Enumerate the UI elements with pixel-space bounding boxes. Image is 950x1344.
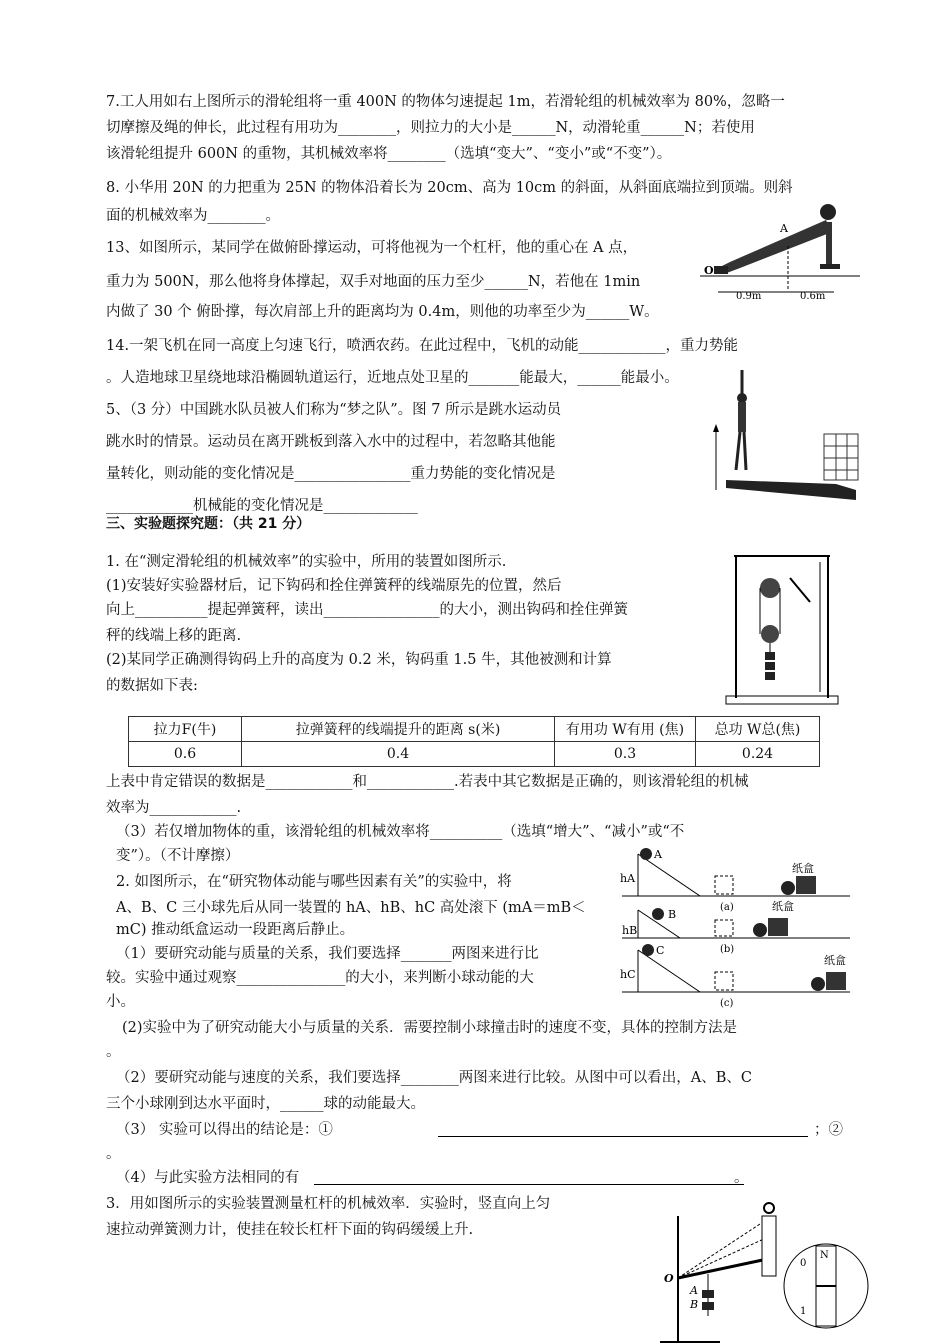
- exp1-line7: 上表中肯定错误的数据是____________和____________.若表中其它数据是正确的，则该滑轮组的机械: [106, 774, 749, 790]
- q5-line3: 量转化，则动能的变化情况是________________重力势能的变化情况是: [106, 466, 556, 482]
- fig-label-O: O: [704, 264, 714, 277]
- q8-line1: 8. 小华用 20N 的力把重为 25N 的物体沿着长为 20cm、高为 10cm 的斜面，从斜面底端拉到顶端。则斜: [106, 180, 793, 196]
- exp2-line4: （1）要研究动能与质量的关系，我们要选择_______两图来进行比: [116, 946, 539, 962]
- exp1-line1: 1. 在“测定滑轮组的机械效率”的实验中，所用的装置如图所示.: [106, 554, 507, 570]
- exp1-line5: (2)某同学正确测得钩码上升的高度为 0.2 米，钩码重 1.5 牛，其他被测和计算: [106, 652, 612, 668]
- scale-label-N: N: [820, 1250, 829, 1261]
- exp2-line6: 小。: [106, 994, 135, 1010]
- exp1-line3: 向上__________提起弹簧秤，读出________________的大小，测出钩码和拴住弹簧: [106, 602, 628, 618]
- exp3-line1: 3．用如图所示的实验装置测量杠杆的机械效率．实验时，竖直向上匀: [106, 1196, 551, 1212]
- q5-line4: ____________机械能的变化情况是_____________: [106, 498, 418, 514]
- table-header: 总功 W总(焦): [696, 717, 820, 742]
- answer-blank-1[interactable]: [438, 1136, 808, 1137]
- table-header: 拉力F(牛): [129, 717, 242, 742]
- answer-blank-2[interactable]: [314, 1184, 744, 1185]
- exp2-line11: （3） 实验可以得出的结论是：①: [116, 1122, 333, 1138]
- exp2-line5: 较。实验中通过观察_______________的大小，来判断小球动能的大: [106, 970, 534, 986]
- height-label-hA: hA: [620, 872, 636, 885]
- q5-line2: 跳水时的情景。运动员在离开跳板到落入水中的过程中，若忽略其他能: [106, 434, 556, 450]
- fig-distance-2: 0.6m: [800, 291, 826, 302]
- exp2-line1: 2. 如图所示，在“研究物体动能与哪些因素有关”的实验中，将: [116, 874, 512, 890]
- ball-label-C: C: [656, 944, 665, 957]
- fig-label-O: O: [664, 1272, 674, 1285]
- table-cell: 0.3: [555, 742, 696, 767]
- q7-line2: 切摩擦及绳的伸长，此过程有用功为________，则拉力的大小是______N，动滑轮重______N；若使用: [106, 120, 755, 136]
- fig-label-b: (b): [720, 944, 735, 955]
- q8-line2: 面的机械效率为________。: [106, 208, 280, 224]
- exp2-line13: （4）与此实验方法相同的有: [116, 1170, 300, 1186]
- incline-figure: [620, 846, 854, 1028]
- box-label: 纸盒: [792, 862, 814, 875]
- scale-label-0: 0: [800, 1258, 807, 1269]
- exp2-line3: mC) 推动纸盒运动一段距离后静止。: [116, 922, 355, 938]
- box-label: 纸盒: [824, 954, 846, 967]
- height-label-hB: hB: [622, 924, 638, 937]
- box-label: 纸盒: [772, 900, 794, 913]
- fig-label-A: A: [780, 222, 788, 235]
- exp2-line11b: ；②: [814, 1122, 843, 1138]
- exp2-line7: (2)实验中为了研究动能大小与质量的关系．需要控制小球撞击时的速度不变，具体的控制方法是: [122, 1020, 738, 1036]
- exp2-line12: 。: [106, 1146, 121, 1162]
- table-cell: 0.24: [696, 742, 820, 767]
- pushup-figure: [700, 198, 860, 308]
- exp1-line8: 效率为____________.: [106, 800, 242, 816]
- fig-label-a: (a): [720, 902, 734, 913]
- fig-label-B: B: [690, 1298, 699, 1311]
- section-3-title: 三、实验题探究题：（共 21 分）: [106, 516, 311, 532]
- table-cell: 0.4: [242, 742, 555, 767]
- q13-line1: 13、如图所示，某同学在做俯卧撑运动，可将他视为一个杠杆，他的重心在 A 点，: [106, 240, 638, 256]
- diver-figure: [706, 360, 866, 510]
- table-header-row: [129, 717, 820, 742]
- lever-figure: [650, 1196, 870, 1344]
- exp1-line4: 秤的线端上移的距离.: [106, 628, 242, 644]
- exp1-line10: 变”）。（不计摩擦）: [116, 848, 240, 864]
- q13-line2: 重力为 500N，那么他将身体撑起，双手对地面的压力至少______N，若他在 1min: [106, 274, 641, 290]
- ball-label-A: A: [654, 848, 662, 861]
- q7-line1: 7.工人用如右上图所示的滑轮组将一重 400N 的物体匀速提起 1m，若滑轮组的机械效率为 80%，忽略一: [106, 94, 785, 110]
- q14-line1: 14.一架飞机在同一高度上匀速飞行，喷洒农药。在此过程中，飞机的动能____________，重力势能: [106, 338, 739, 354]
- exp1-line2: (1)安装好实验器材后，记下钩码和拴住弹簧秤的线端原先的位置，然后: [106, 578, 562, 594]
- fig-distance-1: 0.9m: [736, 291, 762, 302]
- q7-line3: 该滑轮组提升 600N 的重物，其机械效率将________（选填“变大”、“变小”或“不变”）。: [106, 146, 672, 162]
- height-label-hC: hC: [620, 968, 636, 981]
- q14-line2: 。人造地球卫星绕地球沿椭圆轨道运行，近地点处卫星的_______能最大，______能最小。: [106, 370, 679, 386]
- exp2-line13b: 。: [734, 1170, 749, 1186]
- fig-label-A: A: [690, 1284, 698, 1297]
- scale-label-1: 1: [800, 1306, 807, 1317]
- exp2-line2: A、B、C 三小球先后从同一装置的 hA、hB、hC 高处滚下 (mA＝mB＜: [116, 900, 586, 916]
- exp1-line9: （3）若仅增加物体的重，该滑轮组的机械效率将__________（选填“增大”、“减小”或“不: [116, 824, 685, 840]
- fig-label-c: (c): [720, 998, 734, 1009]
- table-header: 拉弹簧秤的线端提升的距离 s(米): [242, 717, 555, 742]
- exp1-line6: 的数据如下表:: [106, 678, 198, 694]
- exp2-line9: （2）要研究动能与速度的关系，我们要选择________两图来进行比较。从图中可以看出，A、B、C: [116, 1070, 752, 1086]
- exp2-line10: 三个小球刚到达水平面时，______球的动能最大。: [106, 1096, 425, 1112]
- table-cell: 0.6: [129, 742, 242, 767]
- exp3-line2: 速拉动弹簧测力计，使挂在较长杠杆下面的钩码缓缓上升.: [106, 1222, 474, 1238]
- table-row: [129, 742, 820, 767]
- ball-label-B: B: [668, 908, 677, 921]
- pulley-figure: [720, 552, 844, 708]
- exp2-line8: 。: [106, 1044, 121, 1060]
- q5-line1: 5、（3 分）中国跳水队员被人们称为“梦之队”。图 7 所示是跳水运动员: [106, 402, 562, 418]
- q13-line3: 内做了 30 个 俯卧撑，每次肩部上升的距离均为 0.4m，则他的功率至少为______W。: [106, 304, 659, 320]
- exp1-data-table: [128, 716, 820, 767]
- table-header: 有用功 W有用 (焦): [555, 717, 696, 742]
